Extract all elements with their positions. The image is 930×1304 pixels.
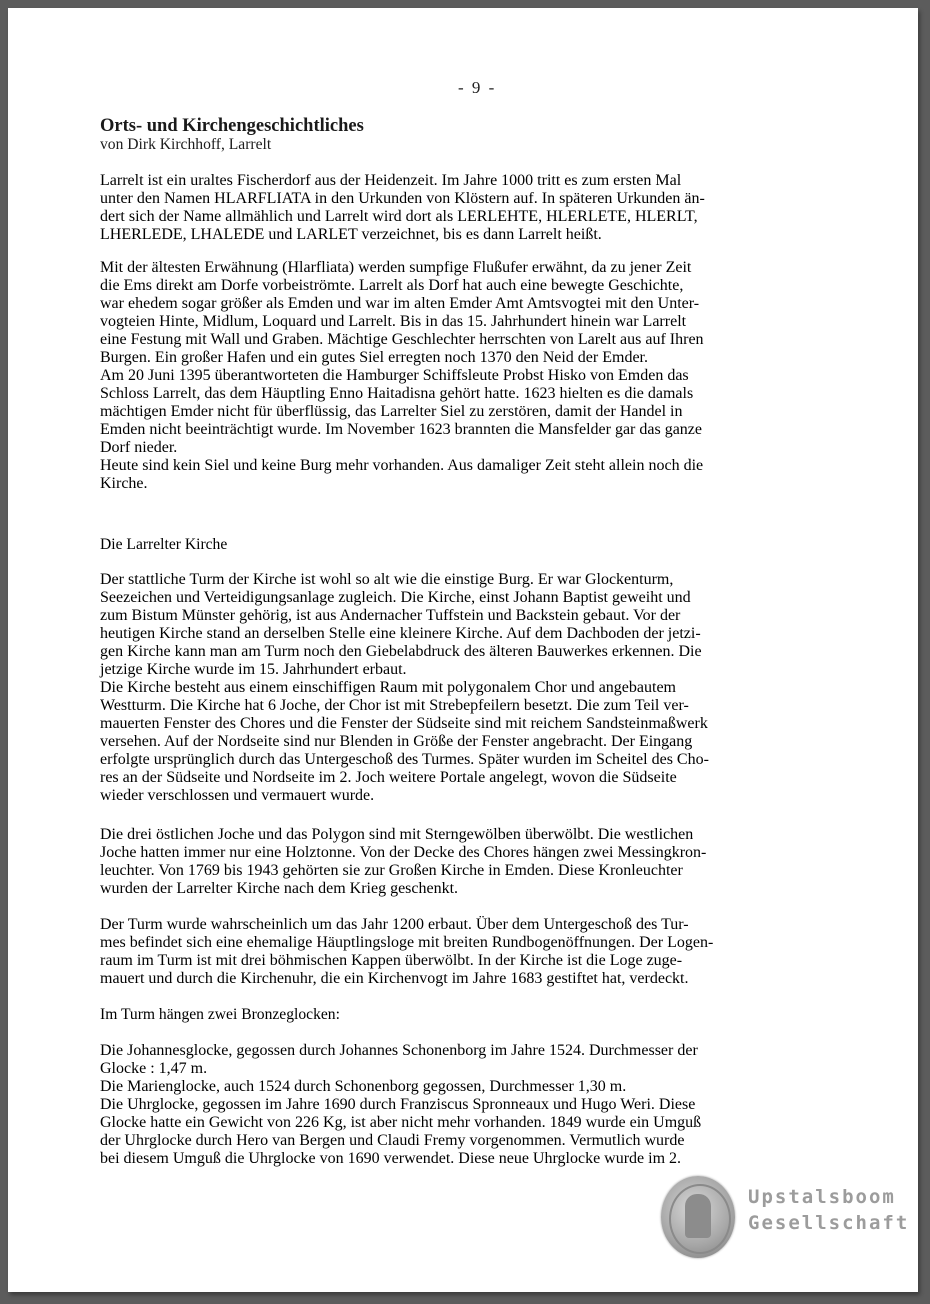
- text-line: mauerten Fenster des Chores und die Fenster der Südseite sind mit reichem Sandsteinmaßwerk: [100, 715, 708, 732]
- text-line: Schloss Larrelt, das dem Häuptling Enno Haitadisna gehört hatte. 1623 hielten es die damals: [100, 385, 694, 402]
- paragraph-history: [100, 259, 812, 493]
- text-line: war ehedem sogar größer als Emden und war im alten Emder Amt Amtsvogtei mit den Unter-: [100, 295, 700, 312]
- text-line: mes befindet sich eine ehemalige Häuptlingsloge mit breiten Rundbogenöffnungen. Der Logen-: [100, 934, 714, 951]
- article-byline: von Dirk Kirchhoff, Larrelt: [100, 136, 272, 153]
- text-line: wurden der Larrelter Kirche nach dem Krieg geschenkt.: [100, 880, 459, 897]
- text-line: Joche hatten immer nur eine Holztonne. Von der Decke des Chores hängen zwei Messingkron-: [100, 844, 707, 861]
- text-line: Seezeichen und Verteidigungsanlage zugleich. Die Kirche, einst Johann Baptist geweiht und: [100, 589, 691, 606]
- text-line: Heute sind kein Siel und keine Burg mehr vorhanden. Aus damaliger Zeit steht allein noch die: [100, 457, 704, 474]
- society-name: [748, 1184, 909, 1236]
- text-line: raum im Turm ist mit drei böhmischen Kappen überwölbt. In der Kirche ist die Loge zuge-: [100, 952, 683, 969]
- society-seal-icon: [661, 1176, 735, 1258]
- text-line: dert sich der Name allmählich und Larrelt wird dort als LERLEHTE, HLERLETE, HLERLT,: [100, 208, 698, 225]
- paragraph-tower: [100, 916, 812, 988]
- text-line: bei diesem Umguß die Uhrglocke von 1690 verwendet. Diese neue Uhrglocke wurde im 2.: [100, 1150, 682, 1167]
- document-page: [8, 8, 918, 1292]
- paragraph-intro: [100, 172, 812, 244]
- text-line: leuchter. Von 1769 bis 1943 gehörten sie zur Großen Kirche in Emden. Diese Kronleuchter: [100, 862, 683, 879]
- text-line: Die Uhrglocke, gegossen im Jahre 1690 durch Franziscus Spronneaux und Hugo Weri. Diese: [100, 1096, 696, 1113]
- text-line: zum Bistum Münster gehörig, ist aus Andernacher Tuffstein und Backstein gebaut. Vor der: [100, 607, 681, 624]
- paragraph-bells: [100, 1042, 812, 1168]
- article-title: Orts- und Kirchengeschichtliches: [100, 116, 364, 136]
- text-line: Die Kirche besteht aus einem einschiffigen Raum mit polygonalem Chor und angebautem: [100, 679, 676, 696]
- text-line: Die Marienglocke, auch 1524 durch Schonenborg gegossen, Durchmesser 1,30 m.: [100, 1078, 627, 1095]
- text-line: Larrelt ist ein uraltes Fischerdorf aus der Heidenzeit. Im Jahre 1000 tritt es zum ersten Mal: [100, 172, 682, 189]
- bells-intro: Im Turm hängen zwei Bronzeglocken:: [100, 1006, 340, 1023]
- text-line: erfolgte ursprünglich durch das Untergeschoß des Turmes. Später wurden im Scheitel des Cho-: [100, 751, 709, 768]
- page-number: - 9 -: [458, 78, 497, 97]
- text-line: res an der Südseite und Nordseite im 2. Joch weitere Portale angelegt, wovon die Südseite: [100, 769, 677, 786]
- text-line: jetzige Kirche wurde im 15. Jahrhundert erbaut.: [100, 661, 407, 678]
- text-line: Mit der ältesten Erwähnung (Hlarfliata) werden sumpfige Flußufer erwähnt, da zu jener Zeit: [100, 259, 692, 276]
- text-line: unter den Namen HLARFLIATA in den Urkunden von Klöstern auf. In späteren Urkunden än-: [100, 190, 705, 207]
- section-heading: Die Larrelter Kirche: [100, 536, 228, 553]
- text-line: Der stattliche Turm der Kirche ist wohl so alt wie die einstige Burg. Er war Glockenturm,: [100, 571, 674, 588]
- society-name-line2: Gesellschaft: [748, 1212, 910, 1234]
- text-line: vogteien Hinte, Midlum, Loquard und Larrelt. Bis in das 15. Jahrhundert hinein war Larrelt: [100, 313, 687, 330]
- text-line: heutigen Kirche stand an derselben Stelle eine kleinere Kirche. Auf dem Dachboden der jetzi-: [100, 625, 701, 642]
- text-line: die Ems direkt am Dorfe vorbeiströmte. Larrelt als Dorf hat auch eine bewegte Geschichte,: [100, 277, 684, 294]
- text-line: Glocke hatte ein Gewicht von 226 Kg, ist aber nicht mehr vorhanden. 1849 wurde ein Umguß: [100, 1114, 702, 1131]
- text-line: gen Kirche kann man am Turm noch den Giebelabdruck des älteren Bauwerkes erkennen. Die: [100, 643, 702, 660]
- text-line: Glocke : 1,47 m.: [100, 1060, 208, 1077]
- text-line: mächtigen Emder nicht für überflüssig, das Larrelter Siel zu zerstören, damit der Handel in: [100, 403, 683, 420]
- text-line: der Uhrglocke durch Hero van Bergen und Claudi Fremy vorgenommen. Vermutlich wurde: [100, 1132, 685, 1149]
- text-line: Emden nicht beeinträchtigt wurde. Im November 1623 brannten die Mansfelder gar das ganze: [100, 421, 703, 438]
- text-line: Burgen. Ein großer Hafen und ein gutes Siel erregten noch 1370 den Neid der Emder.: [100, 349, 648, 366]
- paragraph-vaults: [100, 826, 812, 898]
- text-line: Am 20 Juni 1395 überantworteten die Hamburger Schiffsleute Probst Hisko von Emden das: [100, 367, 689, 384]
- text-line: eine Festung mit Wall und Graben. Mächtige Geschlechter herrschten von Larelt aus auf Ihren: [100, 331, 704, 348]
- text-line: Die Johannesglocke, gegossen durch Johannes Schonenborg im Jahre 1524. Durchmesser der: [100, 1042, 698, 1059]
- text-line: mauert und durch die Kirchenuhr, die ein Kirchenvogt im Jahre 1683 gestiftet hat, verdeckt.: [100, 970, 689, 987]
- text-line: wieder verschlossen und vermauert wurde.: [100, 787, 375, 804]
- text-line: versehen. Auf der Nordseite sind nur Blenden in Größe der Fenster angebracht. Der Eingang: [100, 733, 693, 750]
- text-line: Dorf nieder.: [100, 439, 178, 456]
- text-line: Die drei östlichen Joche und das Polygon sind mit Sterngewölben überwölbt. Die westlichen: [100, 826, 694, 843]
- text-line: LHERLEDE, LHALEDE und LARLET verzeichnet, bis es dann Larrelt heißt.: [100, 226, 602, 243]
- society-name-line1: Upstalsboom: [748, 1186, 896, 1208]
- text-line: Kirche.: [100, 475, 148, 492]
- text-line: Der Turm wurde wahrscheinlich um das Jahr 1200 erbaut. Über dem Untergeschoß des Tur-: [100, 916, 689, 933]
- paragraph-church: [100, 571, 812, 805]
- text-line: Westturm. Die Kirche hat 6 Joche, der Chor ist mit Strebepfeilern besetzt. Die zum Teil ver-: [100, 697, 689, 714]
